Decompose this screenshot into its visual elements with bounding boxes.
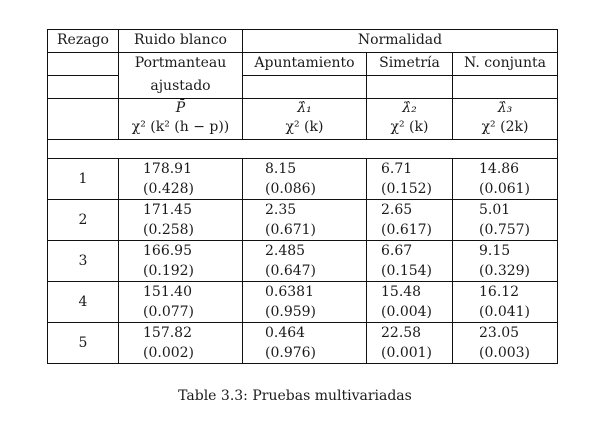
header-ruido-blanco: Ruido blanco	[119, 30, 243, 53]
p-value: (0.152)	[381, 181, 433, 197]
p-value: (0.004)	[381, 304, 433, 320]
simetria-cell	[367, 159, 453, 200]
header-portmanteau-line1: Portmanteau	[134, 55, 227, 71]
value: 22.58	[381, 325, 422, 341]
p-value: (0.329)	[479, 263, 531, 279]
stat-l2-symbol: λ̂₂	[402, 100, 417, 116]
p-value: (0.671)	[265, 222, 317, 238]
header-stat-l3	[453, 99, 558, 140]
p-value: (0.002)	[143, 345, 195, 361]
header-row-4	[48, 99, 558, 140]
value: 166.95	[143, 243, 192, 259]
header-blank-cell	[48, 99, 119, 140]
p-value: (0.428)	[143, 181, 195, 197]
table-row	[48, 200, 558, 241]
value: 151.40	[143, 284, 192, 300]
p-value: (0.976)	[265, 345, 317, 361]
n-conjunta-cell	[453, 241, 558, 282]
p-value: (0.001)	[381, 345, 433, 361]
header-blank-cell	[243, 76, 367, 99]
separator-row	[48, 140, 558, 159]
header-row-1	[48, 30, 558, 53]
simetria-cell	[367, 323, 453, 364]
value: 157.82	[143, 325, 192, 341]
portmanteau-cell	[119, 323, 243, 364]
apuntamiento-cell	[243, 323, 367, 364]
header-row-2	[48, 53, 558, 76]
p-value: (0.086)	[265, 181, 317, 197]
p-value: (0.077)	[143, 304, 195, 320]
p-value: (0.647)	[265, 263, 317, 279]
p-value: (0.258)	[143, 222, 195, 238]
value: 14.86	[479, 161, 520, 177]
portmanteau-cell	[119, 159, 243, 200]
simetria-cell	[367, 282, 453, 323]
value: 2.35	[265, 202, 297, 218]
n-conjunta-cell	[453, 282, 558, 323]
table-caption: Table 3.3: Pruebas multivariadas	[178, 388, 412, 404]
table-row	[48, 282, 558, 323]
value: 9.15	[479, 243, 511, 259]
header-blank-cell	[367, 76, 453, 99]
value: 15.48	[381, 284, 422, 300]
stat-p-symbol: P̄	[175, 100, 186, 116]
results-table	[47, 29, 558, 364]
value: 8.15	[265, 161, 297, 177]
table-row	[48, 159, 558, 200]
p-value: (0.003)	[479, 345, 531, 361]
p-value: (0.061)	[479, 181, 531, 197]
value: 178.91	[143, 161, 192, 177]
dist-l3: χ² (2k)	[481, 119, 529, 135]
value: 6.67	[381, 243, 413, 259]
dist-p: χ² (k² (h − p))	[131, 119, 230, 135]
header-portmanteau-line2: ajustado	[119, 76, 243, 99]
portmanteau-cell	[119, 241, 243, 282]
value: 0.464	[265, 325, 306, 341]
table-row	[48, 241, 558, 282]
header-apuntamiento: Apuntamiento	[243, 53, 367, 76]
header-stat-p	[119, 99, 243, 140]
p-value: (0.041)	[479, 304, 531, 320]
apuntamiento-cell	[243, 241, 367, 282]
value: 5.01	[479, 202, 511, 218]
lag-cell: 4	[48, 282, 119, 323]
header-blank-cell	[48, 76, 119, 99]
n-conjunta-cell	[453, 200, 558, 241]
n-conjunta-cell	[453, 159, 558, 200]
p-value: (0.959)	[265, 304, 317, 320]
value: 2.485	[265, 243, 306, 259]
simetria-cell	[367, 241, 453, 282]
header-blank-cell	[453, 76, 558, 99]
simetria-cell	[367, 200, 453, 241]
header-normalidad: Normalidad	[243, 30, 558, 53]
apuntamiento-cell	[243, 282, 367, 323]
n-conjunta-cell	[453, 323, 558, 364]
table-row	[48, 323, 558, 364]
lag-cell: 5	[48, 323, 119, 364]
lag-cell: 1	[48, 159, 119, 200]
lag-cell: 3	[48, 241, 119, 282]
value: 0.6381	[265, 284, 314, 300]
value: 6.71	[381, 161, 413, 177]
dist-l1: χ² (k)	[285, 119, 324, 135]
header-stat-l2	[367, 99, 453, 140]
stat-l3-symbol: λ̂₃	[497, 100, 513, 116]
p-value: (0.757)	[479, 222, 531, 238]
value: 2.65	[381, 202, 413, 218]
value: 171.45	[143, 202, 192, 218]
p-value: (0.154)	[381, 263, 433, 279]
header-stat-l1	[243, 99, 367, 140]
portmanteau-cell	[119, 200, 243, 241]
header-n-conjunta: N. conjunta	[453, 53, 558, 76]
stat-l1-symbol: λ̂₁	[297, 100, 312, 116]
apuntamiento-cell	[243, 200, 367, 241]
header-blank-cell	[48, 53, 119, 76]
apuntamiento-cell	[243, 159, 367, 200]
header-rezago: Rezago	[48, 30, 119, 53]
header-row-3	[48, 76, 558, 99]
separator-cell	[48, 140, 558, 159]
dist-l2: χ² (k)	[390, 119, 429, 135]
p-value: (0.617)	[381, 222, 433, 238]
header-portmanteau	[119, 53, 243, 76]
value: 16.12	[479, 284, 520, 300]
lag-cell: 2	[48, 200, 119, 241]
value: 23.05	[479, 325, 520, 341]
header-simetria: Simetría	[367, 53, 453, 76]
p-value: (0.192)	[143, 263, 195, 279]
portmanteau-cell	[119, 282, 243, 323]
